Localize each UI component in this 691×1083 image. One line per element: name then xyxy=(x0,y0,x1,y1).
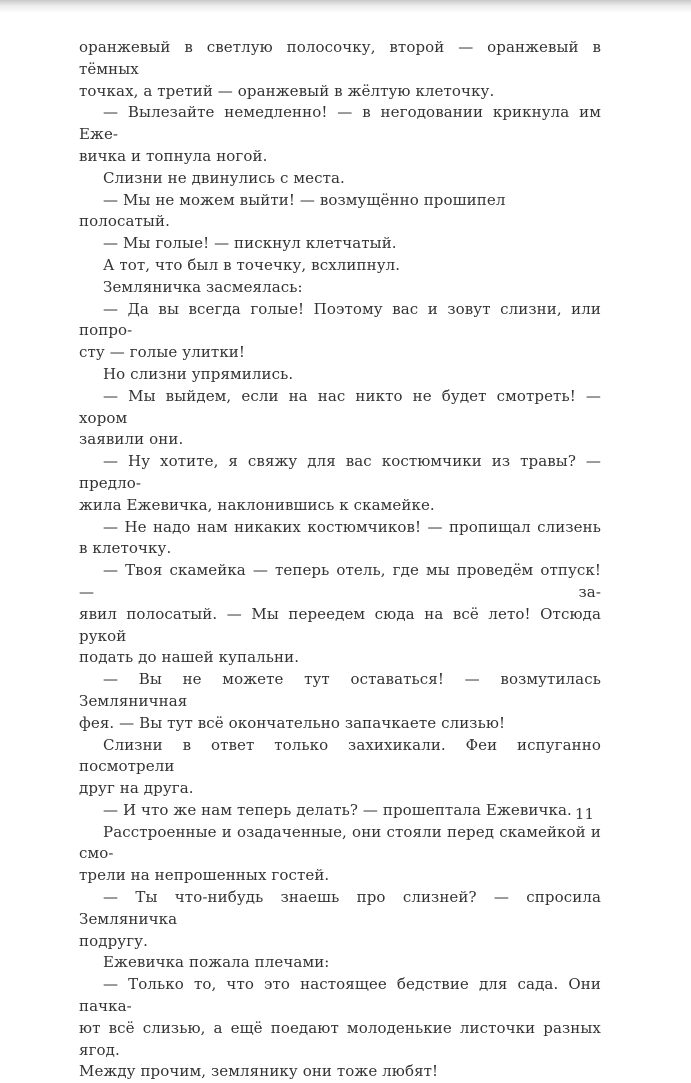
text-line: явил полосатый. — Мы переедем сюда на всё лето! Отсюда рукой xyxy=(79,604,601,645)
text-line: друг на друга. xyxy=(79,779,194,798)
text-line: — Мы голые! — пискнул клетчатый. xyxy=(103,234,397,253)
text-line: точках, а третий — оранжевый в жёлтую клеточку. xyxy=(79,81,495,100)
text-line: сту — голые улитки! xyxy=(79,343,246,362)
text-line: Расстроенные и озадаченные, они стояли перед скамейкой и смо- xyxy=(79,822,601,863)
text-line: Но слизни упрямились. xyxy=(103,364,294,383)
text-line: подать до нашей купальни. xyxy=(79,648,300,667)
text-line: Слизни в ответ только захихикали. Феи испуганно посмотрели xyxy=(79,735,601,776)
text-line: — Ты что-нибудь знаешь про слизней? — спросила Земляничка xyxy=(79,888,601,928)
text-line: — Только то, что это настоящее бедствие для сада. Они пачка- xyxy=(79,975,601,1016)
text-line: — Мы не можем выйти! — возмущённо прошипел полосатый. xyxy=(79,190,506,231)
text-line: ют всё слизью, а ещё поедают молоденькие листочки разных ягод. xyxy=(79,1018,601,1059)
text-line: — Не надо нам никаких костюмчиков! — пропищал слизень xyxy=(103,517,601,536)
scan-edge-shadow xyxy=(0,0,691,13)
text-block xyxy=(79,37,601,1083)
page-number: 11 xyxy=(574,805,594,823)
text-line: — Твоя скамейка — теперь отель, где мы проведём отпуск! — за- xyxy=(79,561,601,601)
text-line: фея. — Вы тут всё окончательно запачкаете слизью! xyxy=(79,713,506,732)
text-line: — Ну хотите, я свяжу для вас костюмчики из травы? — предло- xyxy=(79,452,601,492)
text-line: — Вы не можете тут оставаться! — возмутилась Земляничная xyxy=(79,670,601,710)
text-line: заявили они. xyxy=(79,430,184,449)
text-line: — Вылезайте немедленно! — в негодовании крикнула им Еже- xyxy=(79,103,601,144)
text-line: оранжевый в светлую полосочку, второй — оранжевый в тёмных xyxy=(79,38,601,78)
text-line: трели на непрошенных гостей. xyxy=(79,866,330,885)
text-line: в клеточку. xyxy=(79,539,172,558)
text-line: Слизни не двинулись с места. xyxy=(103,168,345,187)
text-line: подругу. xyxy=(79,931,148,950)
text-line: Между прочим, землянику они тоже любят! xyxy=(79,1062,439,1081)
text-line: — И что же нам теперь делать? — прошептала Ежевичка. xyxy=(103,800,572,819)
text-line: Ежевичка пожала плечами: xyxy=(103,953,330,972)
text-line: Земляничка засмеялась: xyxy=(103,277,303,296)
text-line: жила Ежевичка, наклонившись к скамейке. xyxy=(79,495,435,514)
text-line: А тот, что был в точечку, всхлипнул. xyxy=(103,255,401,274)
text-line: вичка и топнула ногой. xyxy=(79,146,268,165)
text-line: — Мы выйдем, если на нас никто не будет смотреть! — хором xyxy=(79,386,601,427)
text-line: — Да вы всегда голые! Поэтому вас и зовут слизни, или попро- xyxy=(79,299,601,340)
